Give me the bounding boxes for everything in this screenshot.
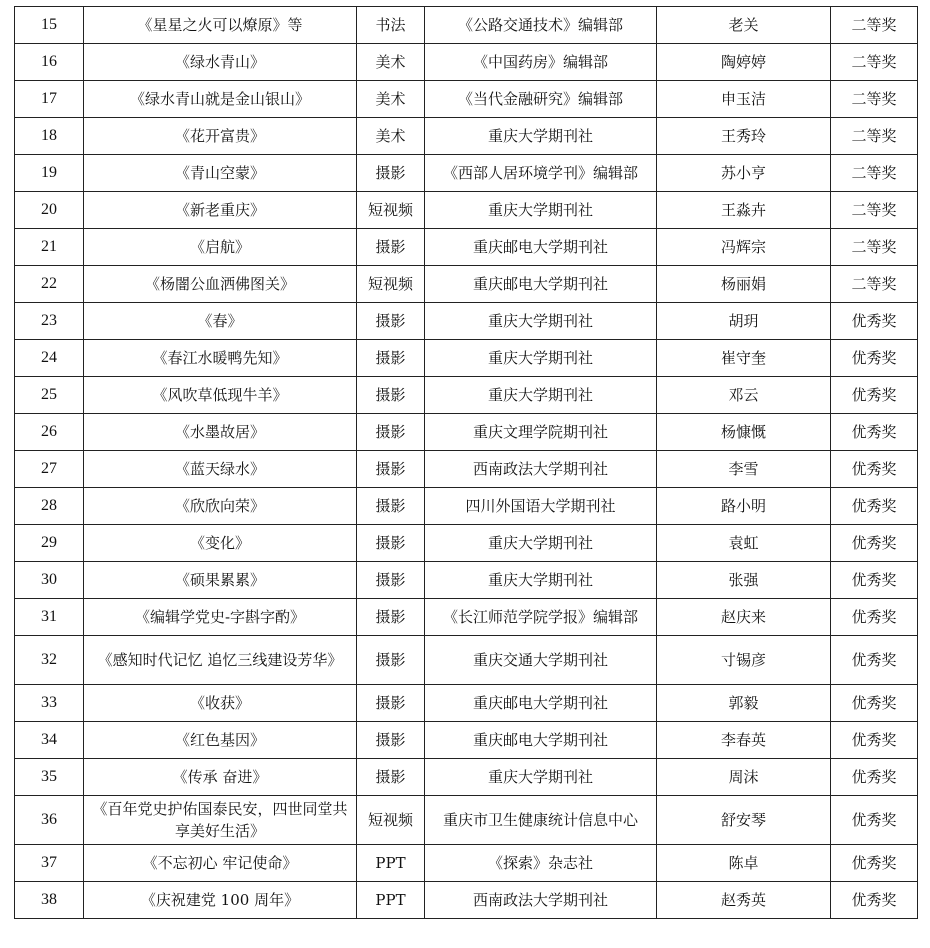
work-title: 《青山空蒙》: [84, 155, 357, 192]
row-number: 18: [15, 118, 84, 155]
table-row: [15, 118, 918, 155]
award-level: 二等奖: [831, 81, 918, 118]
author-name: 李春英: [657, 722, 831, 759]
table-row: [15, 192, 918, 229]
work-title: 《水墨故居》: [84, 414, 357, 451]
table-row: [15, 377, 918, 414]
row-number: 30: [15, 562, 84, 599]
author-name: 袁虹: [657, 525, 831, 562]
submitting-unit: 重庆邮电大学期刊社: [425, 722, 657, 759]
row-number: 20: [15, 192, 84, 229]
author-name: 杨丽娟: [657, 266, 831, 303]
author-name: 周沫: [657, 759, 831, 796]
submitting-unit: 重庆大学期刊社: [425, 303, 657, 340]
award-level: 优秀奖: [831, 303, 918, 340]
work-title: 《风吹草低现牛羊》: [84, 377, 357, 414]
table-row: [15, 562, 918, 599]
row-number: 25: [15, 377, 84, 414]
work-type: 摄影: [357, 155, 425, 192]
work-type: 书法: [357, 7, 425, 44]
work-title: 《红色基因》: [84, 722, 357, 759]
submitting-unit: 西南政法大学期刊社: [425, 882, 657, 919]
row-number: 38: [15, 882, 84, 919]
work-title: 《感知时代记忆 追忆三线建设芳华》: [84, 636, 357, 685]
work-type: PPT: [357, 845, 425, 882]
table-row: [15, 414, 918, 451]
table-row: [15, 44, 918, 81]
row-number: 28: [15, 488, 84, 525]
submitting-unit: 重庆邮电大学期刊社: [425, 266, 657, 303]
row-number: 21: [15, 229, 84, 266]
author-name: 舒安琴: [657, 796, 831, 845]
work-title: 《新老重庆》: [84, 192, 357, 229]
work-title: 《收获》: [84, 685, 357, 722]
submitting-unit: 重庆大学期刊社: [425, 759, 657, 796]
award-level: 优秀奖: [831, 340, 918, 377]
award-level: 优秀奖: [831, 845, 918, 882]
table-row: [15, 796, 918, 845]
award-level: 二等奖: [831, 44, 918, 81]
submitting-unit: 重庆邮电大学期刊社: [425, 229, 657, 266]
award-level: 优秀奖: [831, 685, 918, 722]
award-level: 二等奖: [831, 192, 918, 229]
work-type: 摄影: [357, 599, 425, 636]
work-type: 摄影: [357, 377, 425, 414]
award-level: 优秀奖: [831, 636, 918, 685]
row-number: 24: [15, 340, 84, 377]
table-row: [15, 525, 918, 562]
work-title: 《春江水暖鸭先知》: [84, 340, 357, 377]
award-list-body: [15, 7, 918, 919]
author-name: 王淼卉: [657, 192, 831, 229]
table-row: [15, 488, 918, 525]
row-number: 19: [15, 155, 84, 192]
award-level: 优秀奖: [831, 796, 918, 845]
row-number: 32: [15, 636, 84, 685]
table-row: [15, 155, 918, 192]
work-type: 摄影: [357, 229, 425, 266]
row-number: 34: [15, 722, 84, 759]
author-name: 杨慷慨: [657, 414, 831, 451]
row-number: 27: [15, 451, 84, 488]
work-type: 摄影: [357, 685, 425, 722]
work-title: 《编辑学党史-字斟字酌》: [84, 599, 357, 636]
row-number: 23: [15, 303, 84, 340]
work-title: 《启航》: [84, 229, 357, 266]
table-row: [15, 759, 918, 796]
work-type: 摄影: [357, 722, 425, 759]
work-type: 短视频: [357, 796, 425, 845]
author-name: 崔守奎: [657, 340, 831, 377]
table-row: [15, 7, 918, 44]
table-row: [15, 636, 918, 685]
work-type: 摄影: [357, 414, 425, 451]
table-row: [15, 685, 918, 722]
row-number: 37: [15, 845, 84, 882]
work-type: 摄影: [357, 488, 425, 525]
work-type: 摄影: [357, 525, 425, 562]
work-type: 摄影: [357, 303, 425, 340]
submitting-unit: 重庆文理学院期刊社: [425, 414, 657, 451]
work-type: 摄影: [357, 636, 425, 685]
award-level: 二等奖: [831, 118, 918, 155]
work-title: 《变化》: [84, 525, 357, 562]
submitting-unit: 《西部人居环境学刊》编辑部: [425, 155, 657, 192]
work-type: 摄影: [357, 759, 425, 796]
row-number: 33: [15, 685, 84, 722]
table-row: [15, 722, 918, 759]
submitting-unit: 重庆邮电大学期刊社: [425, 685, 657, 722]
table-row: [15, 599, 918, 636]
award-list-table: [14, 6, 918, 919]
row-number: 31: [15, 599, 84, 636]
work-title: 《欣欣向荣》: [84, 488, 357, 525]
author-name: 郭毅: [657, 685, 831, 722]
submitting-unit: 重庆大学期刊社: [425, 340, 657, 377]
award-level: 二等奖: [831, 266, 918, 303]
work-type: 摄影: [357, 562, 425, 599]
submitting-unit: 《探索》杂志社: [425, 845, 657, 882]
work-type: 短视频: [357, 266, 425, 303]
table-row: [15, 303, 918, 340]
table-row: [15, 451, 918, 488]
submitting-unit: 《当代金融研究》编辑部: [425, 81, 657, 118]
table-row: [15, 81, 918, 118]
award-level: 优秀奖: [831, 759, 918, 796]
row-number: 16: [15, 44, 84, 81]
submitting-unit: 《中国药房》编辑部: [425, 44, 657, 81]
author-name: 张强: [657, 562, 831, 599]
award-level: 优秀奖: [831, 451, 918, 488]
submitting-unit: 重庆大学期刊社: [425, 192, 657, 229]
award-level: 优秀奖: [831, 722, 918, 759]
submitting-unit: 重庆大学期刊社: [425, 377, 657, 414]
author-name: 胡玥: [657, 303, 831, 340]
award-level: 优秀奖: [831, 562, 918, 599]
work-type: 短视频: [357, 192, 425, 229]
award-level: 优秀奖: [831, 488, 918, 525]
row-number: 29: [15, 525, 84, 562]
work-title: 《星星之火可以燎原》等: [84, 7, 357, 44]
author-name: 冯辉宗: [657, 229, 831, 266]
work-title: 《杨闇公血洒佛图关》: [84, 266, 357, 303]
row-number: 15: [15, 7, 84, 44]
submitting-unit: 重庆交通大学期刊社: [425, 636, 657, 685]
table-row: [15, 229, 918, 266]
work-title: 《庆祝建党 100 周年》: [84, 882, 357, 919]
submitting-unit: 西南政法大学期刊社: [425, 451, 657, 488]
row-number: 36: [15, 796, 84, 845]
row-number: 26: [15, 414, 84, 451]
work-type: PPT: [357, 882, 425, 919]
author-name: 陈卓: [657, 845, 831, 882]
row-number: 17: [15, 81, 84, 118]
row-number: 22: [15, 266, 84, 303]
submitting-unit: 重庆大学期刊社: [425, 525, 657, 562]
work-title: 《硕果累累》: [84, 562, 357, 599]
work-title: 《春》: [84, 303, 357, 340]
author-name: 申玉洁: [657, 81, 831, 118]
table-row: [15, 340, 918, 377]
award-level: 优秀奖: [831, 882, 918, 919]
award-level: 优秀奖: [831, 525, 918, 562]
row-number: 35: [15, 759, 84, 796]
submitting-unit: 《长江师范学院学报》编辑部: [425, 599, 657, 636]
author-name: 路小明: [657, 488, 831, 525]
work-type: 摄影: [357, 451, 425, 488]
work-type: 摄影: [357, 340, 425, 377]
submitting-unit: 四川外国语大学期刊社: [425, 488, 657, 525]
award-level: 优秀奖: [831, 414, 918, 451]
work-title: 《绿水青山就是金山银山》: [84, 81, 357, 118]
author-name: 王秀玲: [657, 118, 831, 155]
submitting-unit: 重庆大学期刊社: [425, 118, 657, 155]
work-type: 美术: [357, 118, 425, 155]
award-level: 二等奖: [831, 229, 918, 266]
author-name: 陶婷婷: [657, 44, 831, 81]
award-level: 优秀奖: [831, 377, 918, 414]
work-title: 《花开富贵》: [84, 118, 357, 155]
submitting-unit: 重庆大学期刊社: [425, 562, 657, 599]
submitting-unit: 《公路交通技术》编辑部: [425, 7, 657, 44]
author-name: 邓云: [657, 377, 831, 414]
author-name: 李雪: [657, 451, 831, 488]
submitting-unit: 重庆市卫生健康统计信息中心: [425, 796, 657, 845]
table-row: [15, 845, 918, 882]
table-row: [15, 882, 918, 919]
award-level: 二等奖: [831, 155, 918, 192]
work-title: 《百年党史护佑国泰民安，四世同堂共享美好生活》: [84, 796, 357, 845]
author-name: 赵庆来: [657, 599, 831, 636]
work-title: 《绿水青山》: [84, 44, 357, 81]
work-title: 《传承 奋进》: [84, 759, 357, 796]
award-level: 二等奖: [831, 7, 918, 44]
work-title: 《蓝天绿水》: [84, 451, 357, 488]
author-name: 老关: [657, 7, 831, 44]
author-name: 苏小亨: [657, 155, 831, 192]
work-title: 《不忘初心 牢记使命》: [84, 845, 357, 882]
table-row: [15, 266, 918, 303]
work-type: 美术: [357, 44, 425, 81]
author-name: 赵秀英: [657, 882, 831, 919]
author-name: 寸锡彦: [657, 636, 831, 685]
award-level: 优秀奖: [831, 599, 918, 636]
work-type: 美术: [357, 81, 425, 118]
